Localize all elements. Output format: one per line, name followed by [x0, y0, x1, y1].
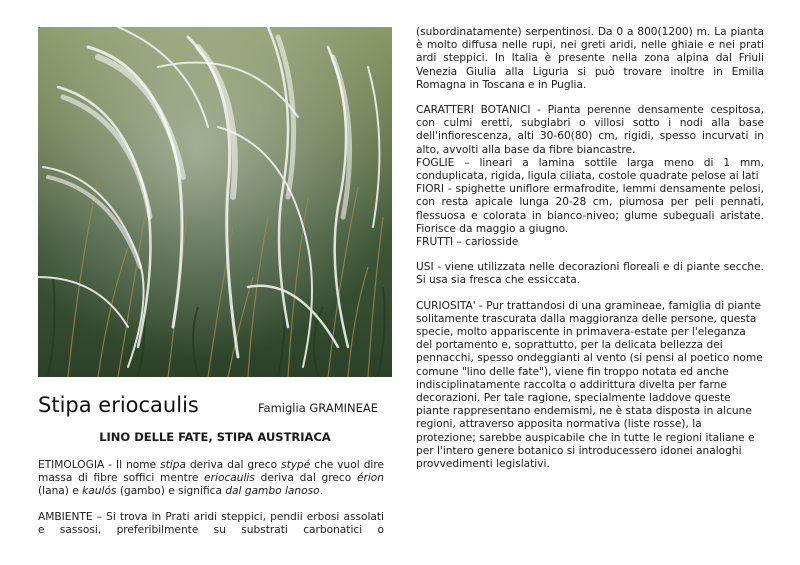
etimologia-paragraph: ETIMOLOGIA - Il nome stipa deriva dal greco stypé che vuol dire massa di fibre soffici mentre eriocaulis deriva dal greco érion (lana) e kaulós (gambo) e significa dal gambo lanoso. [38, 459, 384, 498]
ambiente-paragraph-start: AMBIENTE – Si trova in Prati aridi steppici, pendii erbosi assolati e sassosi, preferibilmente su substrati carbonatici o [38, 510, 384, 536]
right-column [416, 26, 764, 483]
feather-grass-image [38, 27, 392, 377]
foglie-paragraph: FOGLIE – lineari a lamina sottile larga meno di 1 mm, conduplicata, rigida, ligula ciliata, costole quadrate pelose ai lati [416, 156, 764, 183]
caratteri-botanici-paragraph: CARATTERI BOTANICI - Pianta perenne densamente cespitosa, con culmi eretti, subglabri o villosi sotto i nodi alla base dell'infiorescenza, alti 30-60(80) cm, rigidi, spesso incurvati in alto, avvolti alla base da fibre biancastre. [416, 104, 764, 156]
family-name: Famiglia GRAMINEAE [258, 401, 379, 415]
usi-paragraph: USI - viene utilizzata nelle decorazioni floreali e di piante secche. Si usa sia fresca che essiccata. [416, 261, 764, 287]
term-erion: érion [356, 472, 384, 485]
left-column [38, 459, 384, 549]
curiosita-paragraph: CURIOSITA' - Pur trattandosi di una gramineae, famiglia di piante solitamente trascurata dalla maggioranza delle persone, questa specie, molto appariscente in primavera-estate per l'eleganza del portamento e, soprattutto, per la delicata bellezza dei pennacchi, spesso ondeggianti al vento (si pensi al poetico nome comune "lino delle fate"), viene fin troppo notata ed anche indisciplinatamente raccolta o addirittura divelta per farne decorazioni. Per tale ragione, specialmente laddove queste piante rappresentano endemismi, ne è stata disposta in alcune regioni, attraverso apposita normativa (liste rosse), la protezione; sarebbe auspicabile che in tutte le regioni italiane e per l'intero genere botanico si introducessero idonei analoghi provvedimenti legislativi. [416, 299, 763, 471]
term-stipa: stipa [160, 459, 186, 471]
term-eriocaulis: eriocaulis [204, 472, 255, 485]
term-kaulos: kaulós [82, 485, 117, 498]
species-name: Stipa eriocaulis [38, 393, 199, 417]
fiori-paragraph: FIORI - spighette uniflore ermafrodite, lemmi densamente pelosi, con resta apicale lunga 20-28 cm, piumosa per peli pennati, flessuosa e colorata in bianco-niveo; glume subeguali aristate. Fiorisce da maggio a giugno. [416, 183, 764, 235]
ambiente-paragraph-continued: (subordinatamente) serpentinosi. Da 0 a 800(1200) m. La pianta è molto diffusa nelle rupi, nei greti aridi, nelle ghiaie e nei prati ardi steppici. In Italia è presente nella zona alpina dal Friuli Venezia Giulia alla Liguria si può trovare inoltre in Emilia Romagna in Toscana e in Puglia. [416, 26, 764, 91]
frutti-paragraph: FRUTTI – cariosside [416, 236, 519, 249]
term-gambo: dal gambo lanoso [225, 485, 320, 498]
common-names: LINO DELLE FATE, STIPA AUSTRIACA [99, 430, 331, 444]
plant-photo [38, 27, 392, 377]
term-stype: stypé [281, 459, 311, 471]
